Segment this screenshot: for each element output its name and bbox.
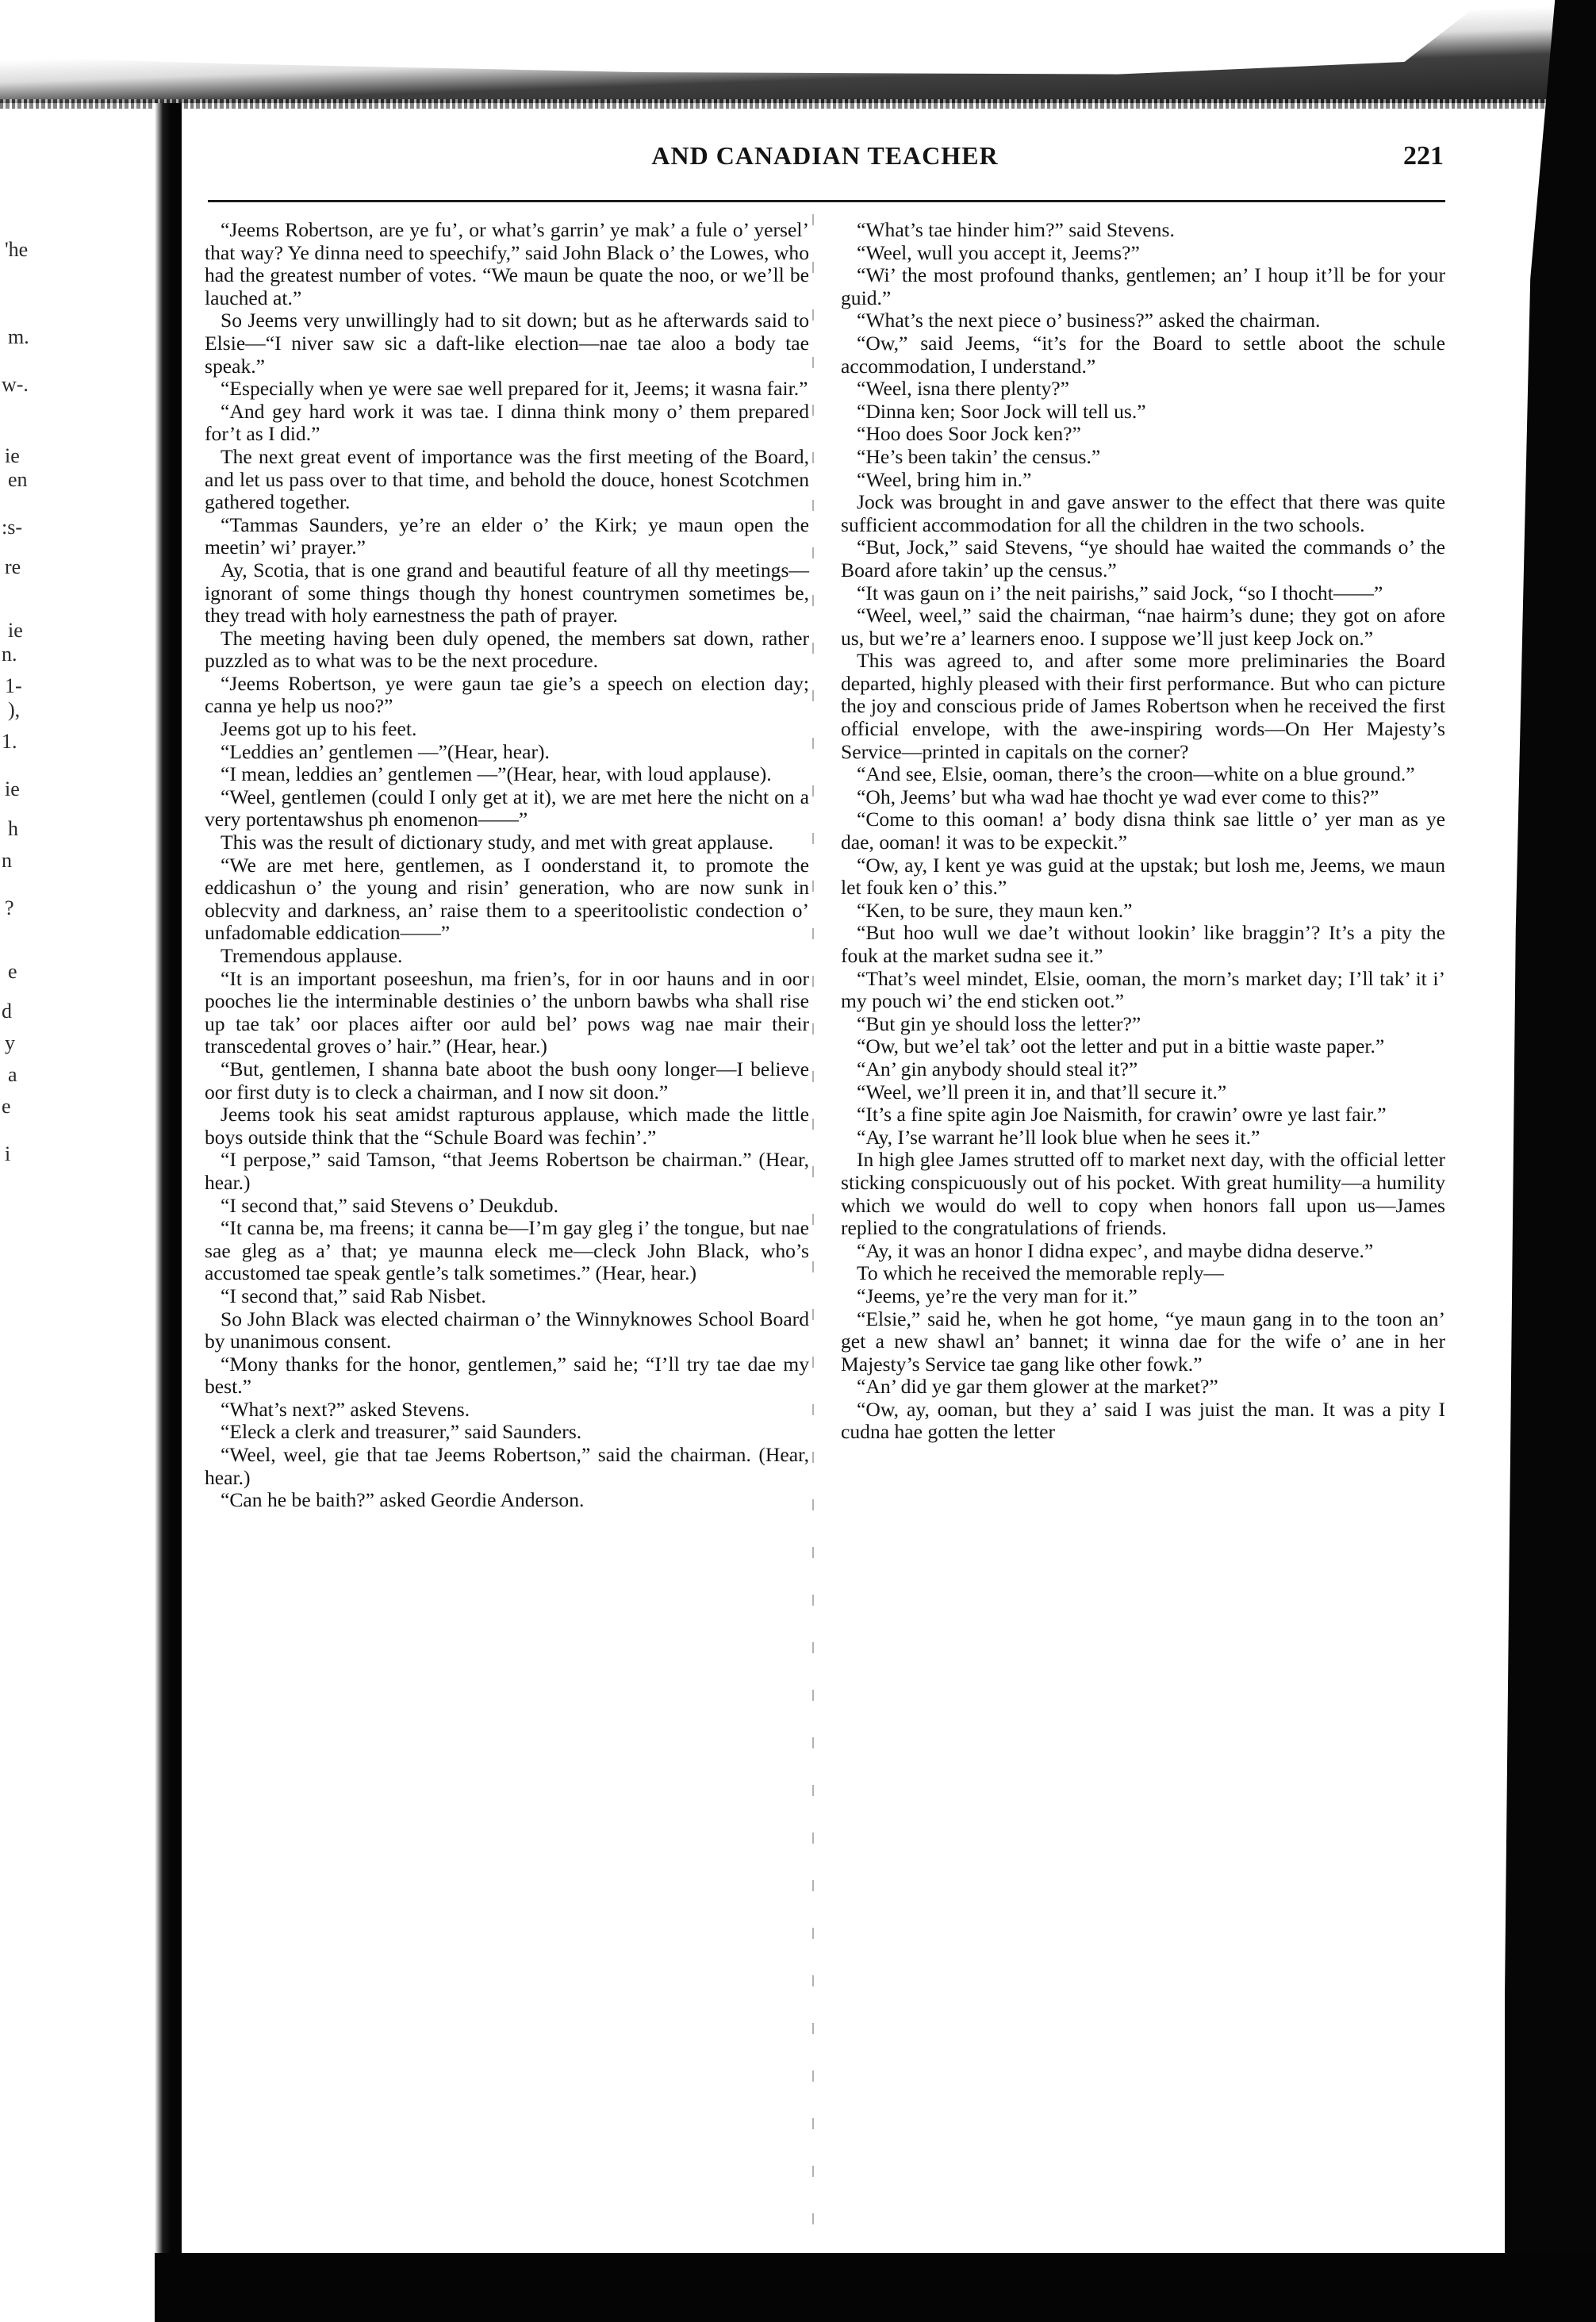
running-head: AND CANADIAN TEACHER [651, 141, 999, 170]
paragraph: This was the result of dictionary study, and met with great applause. [221, 831, 774, 854]
paragraph: “Weel, wull you accept it, Jeems?” [857, 240, 1140, 264]
paragraph: So Jeems very unwillingly had to sit down; but as he afterwards said to Elsie—“I niver saw sic a daft-like election—nae tae aloo a body tae speak.” [205, 309, 809, 378]
paragraph: “It was gaun on i’ the neit pairishs,” said Jock, “so I thocht——” [857, 581, 1383, 604]
paragraph: “What’s the next piece o’ business?” asked the chairman. [857, 309, 1321, 332]
paragraph: Jock was brought in and gave answer to the effect that there was quite sufficient accommodation for all the children in the two schools. [841, 490, 1445, 536]
paragraph: “Weel, bring him in.” [857, 467, 1032, 491]
paragraph: Jeems got up to his feet. [221, 717, 417, 741]
prev-page-fragment: e [2, 1095, 11, 1118]
scan-shadow-top [0, 0, 1596, 103]
paragraph: Tremendous applause. [221, 944, 403, 967]
paragraph: “But, gentlemen, I shanna bate aboot the bush oony longer—I believe oor first duty is to cleck a chairman, and I now sit doon.” [205, 1057, 809, 1103]
paragraph: “I second that,” said Rab Nisbet. [221, 1284, 486, 1307]
paragraph: “Come to this ooman! a’ body disna think sae little o’ yer man as ye dae, ooman! it was to be expeckit.” [841, 808, 1445, 854]
page-number: 221 [1403, 141, 1444, 171]
scan-edge-noise [0, 99, 1596, 109]
paragraph: The meeting having been duly opened, the members sat down, rather puzzled as to what was to be the next procedure. [205, 626, 809, 673]
paragraph: “Elsie,” said he, when he got home, “ye maun gang in to the toon an’ get a new shawl an’ bannet; it winna dae for the wife o’ ane in her Majesty’s Service tae gang like other fowk.” [841, 1307, 1445, 1376]
paragraph: “Hoo does Soor Jock ken?” [857, 422, 1081, 446]
right-text-column [841, 219, 1445, 1444]
header-rule [208, 200, 1445, 202]
prev-page-fragment: d [2, 1000, 12, 1023]
prev-page-fragment: a [8, 1063, 17, 1086]
paragraph: “Eleck a clerk and treasurer,” said Saunders. [221, 1420, 582, 1444]
paragraph: “Ow,” said Jeems, “it’s for the Board to settle aboot the schule accommodation, I understand.” [841, 331, 1445, 378]
paragraph: “Can he be baith?” asked Geordie Anderson. [221, 1488, 585, 1512]
paragraph: “That’s weel mindet, Elsie, ooman, the morn’s market day; I’ll tak’ it i’ my pouch wi’ the end sticken oot.” [841, 966, 1445, 1013]
paragraph: “Dinna ken; Soor Jock will tell us.” [857, 399, 1146, 423]
prev-page-fragment: h [8, 817, 18, 840]
paragraph: “An’ did ye gar them glower at the market?” [857, 1375, 1218, 1399]
paragraph: “Jeems Robertson, ye were gaun tae gie’s a speech on election day; canna ye help us noo?” [205, 671, 809, 718]
paragraph: “Especially when ye were sae well prepared for it, Jeems; it wasna fair.” [221, 377, 808, 401]
paragraph: “But hoo wull we dae’t without lookin’ like braggin’? It’s a pity the fouk at the market sudna see it.” [841, 921, 1445, 967]
paragraph: “It is an important poseeshun, ma frien’s, for in oor hauns and in oor pooches lie the interminable destinies o’ the unborn bawbs wha shall rise up tae tak’ oor places aifter oor auld bel’ pows wag nae mair their transcedental groves o’ hair.” (Hear, hear.) [205, 966, 809, 1058]
paragraph: “Mony thanks for the honor, gentlemen,” said he; “I’ll try tae dae my best.” [205, 1352, 809, 1399]
paragraph: “What’s tae hinder him?” said Stevens. [857, 218, 1175, 241]
page-gutter-shadow [155, 103, 182, 2322]
paragraph: “Weel, isna there plenty?” [857, 377, 1069, 401]
paragraph: “Ow, ay, ooman, but they a’ said I was juist the man. It was a pity I cudna hae gotten the letter [841, 1397, 1445, 1444]
paragraph: “Wi’ the most profound thanks, gentlemen; an’ I houp it’ll be for your guid.” [841, 263, 1445, 309]
paragraph: “He’s been takin’ the census.” [857, 444, 1101, 468]
prev-page-fragment: 'he [5, 238, 29, 261]
paragraph: “I second that,” said Stevens o’ Deukdub. [221, 1193, 558, 1217]
paragraph: “Ay, it was an honor I didna expec’, and maybe didna deserve.” [857, 1238, 1374, 1262]
prev-page-fragment: 1. [2, 730, 17, 753]
paragraph: To which he received the memorable reply— [857, 1261, 1224, 1285]
paragraph: “It’s a fine spite agin Joe Naismith, for crawin’ owre ye last fair.” [857, 1103, 1387, 1126]
paragraph: “I mean, leddies an’ gentlemen —”(Hear, hear, with loud applause). [221, 762, 772, 786]
prev-page-fragment: ), [8, 698, 21, 721]
paragraph: “But gin ye should loss the letter?” [857, 1011, 1141, 1035]
paragraph: “Oh, Jeems’ but wha wad hae thocht ye wad ever come to this?” [857, 785, 1379, 808]
paragraph: “Ow, ay, I kent ye was guid at the upstak; but losh me, Jeems, we maun let fouk ken o’ this.” [841, 853, 1445, 900]
prev-page-fragment: :s- [2, 516, 22, 539]
paragraph: The next great event of importance was the first meeting of the Board, and let us pass over to that time, and behold the douce, honest Scotchmen gathered together. [205, 444, 809, 514]
paragraph: “It canna be, ma freens; it canna be—I’m gay gleg i’ the tongue, but nae sae gleg as a’ that; ye maunna eleck me—cleck John Black, who’s accustomed tae speak gentle’s talk sometimes.” (Hear, hear.) [205, 1216, 809, 1285]
prev-page-fragment: ie [5, 444, 20, 467]
scan-shadow-right [1505, 0, 1596, 2322]
paragraph: This was agreed to, and after some more preliminaries the Board departed, highly pleased with their first performance. But who can picture the joy and conscious pride of James Robertson when he received the first official envelope, with the awe-inspiring words—On Her Majesty’s Service—printed in capitals on the corner? [841, 649, 1445, 763]
paragraph: So John Black was elected chairman o’ the Winnyknowes School Board by unanimous consent. [205, 1307, 809, 1353]
prev-page-fragment: w-. [2, 373, 29, 396]
prev-page-fragment: 1- [5, 674, 22, 697]
paragraph: “But, Jock,” said Stevens, “ye should hae waited the commands o’ the Board afore takin’ up the census.” [841, 535, 1445, 581]
paragraph: “An’ gin anybody should steal it?” [857, 1057, 1138, 1080]
prev-page-fragment: n [2, 849, 12, 872]
prev-page-fragment: y [5, 1031, 15, 1054]
page-header [206, 141, 1444, 181]
prev-page-fragment: n. [2, 643, 17, 666]
prev-page-fragment: ie [5, 777, 20, 800]
paragraph: “Weel, weel,” said the chairman, “nae hairm’s dune; they got on afore us, but we’re a’ learners enoo. I suppose we’ll just keep Jock on.” [841, 604, 1445, 650]
paragraph: “Jeems, ye’re the very man for it.” [857, 1284, 1138, 1307]
paragraph: Jeems took his seat amidst rapturous applause, which made the little boys outside think that the “Schule Board was fechin’.” [205, 1103, 809, 1149]
paragraph: “Weel, we’ll preen it in, and that’ll secure it.” [857, 1080, 1227, 1103]
prev-page-fragment: e [8, 960, 17, 983]
paragraph: “Weel, gentlemen (could I only get at it), we are met here the nicht on a very portentawshus ph enomenon——” [205, 785, 809, 831]
paragraph: “Ken, to be sure, they maun ken.” [857, 898, 1133, 922]
paragraph: “And gey hard work it was tae. I dinna think mony o’ them prepared for’t as I did.” [205, 399, 809, 446]
prev-page-fragment: i [5, 1142, 11, 1165]
paragraph: “What’s next?” asked Stevens. [221, 1397, 470, 1421]
column-divider [812, 214, 814, 2261]
paragraph: “We are met here, gentlemen, as I oonderstand it, to promote the eddicashun o’ the young and risin’ generation, who are now sunk in oblecvity and darkness, an’ raise them to a speeritoolistic condection o’ unfadomable eddication——” [205, 853, 809, 945]
paragraph: “Weel, weel, gie that tae Jeems Robertson,” said the chairman. (Hear, hear.) [205, 1443, 809, 1489]
paragraph: In high glee James strutted off to market next day, with the official letter sticking conspicuously out of his pocket. With great humility—a humility which we would do well to copy when honors fall upon us—James replied to the congratulations of friends. [841, 1148, 1445, 1240]
paragraph: “Ay, I’se warrant he’ll look blue when he sees it.” [857, 1125, 1260, 1149]
prev-page-fragment: m. [8, 325, 29, 348]
previous-page-margin [0, 119, 151, 2261]
prev-page-fragment: en [8, 468, 28, 491]
paragraph: “Ow, but we’el tak’ oot the letter and put in a bittie waste paper.” [857, 1034, 1385, 1058]
paragraph: “And see, Elsie, ooman, there’s the croon—white on a blue ground.” [857, 762, 1415, 786]
prev-page-fragment: ie [8, 619, 23, 642]
left-text-column [205, 219, 809, 1512]
scan-shadow-bottom [155, 2253, 1596, 2322]
prev-page-fragment: re [5, 555, 21, 578]
paragraph: “I perpose,” said Tamson, “that Jeems Robertson be chairman.” (Hear, hear.) [205, 1148, 809, 1194]
paragraph: “Tammas Saunders, ye’re an elder o’ the Kirk; ye maun open the meetin’ wi’ prayer.” [205, 512, 809, 559]
paragraph: “Jeems Robertson, are ye fu’, or what’s garrin’ ye mak’ a fule o’ yersel’ that way? Ye dinna need to speechify,” said John Black o’ the Lowes, who had the greatest number of votes. “We maun be quate the noo, or we’ll be lauched at.” [205, 218, 809, 309]
prev-page-fragment: ? [5, 896, 14, 919]
paragraph: Ay, Scotia, that is one grand and beautiful feature of all thy meetings—ignorant of some things though thy honest countrymen sometimes be, they tread with holy earnestness the path of prayer. [205, 558, 809, 628]
paragraph: “Leddies an’ gentlemen —”(Hear, hear). [221, 739, 550, 763]
